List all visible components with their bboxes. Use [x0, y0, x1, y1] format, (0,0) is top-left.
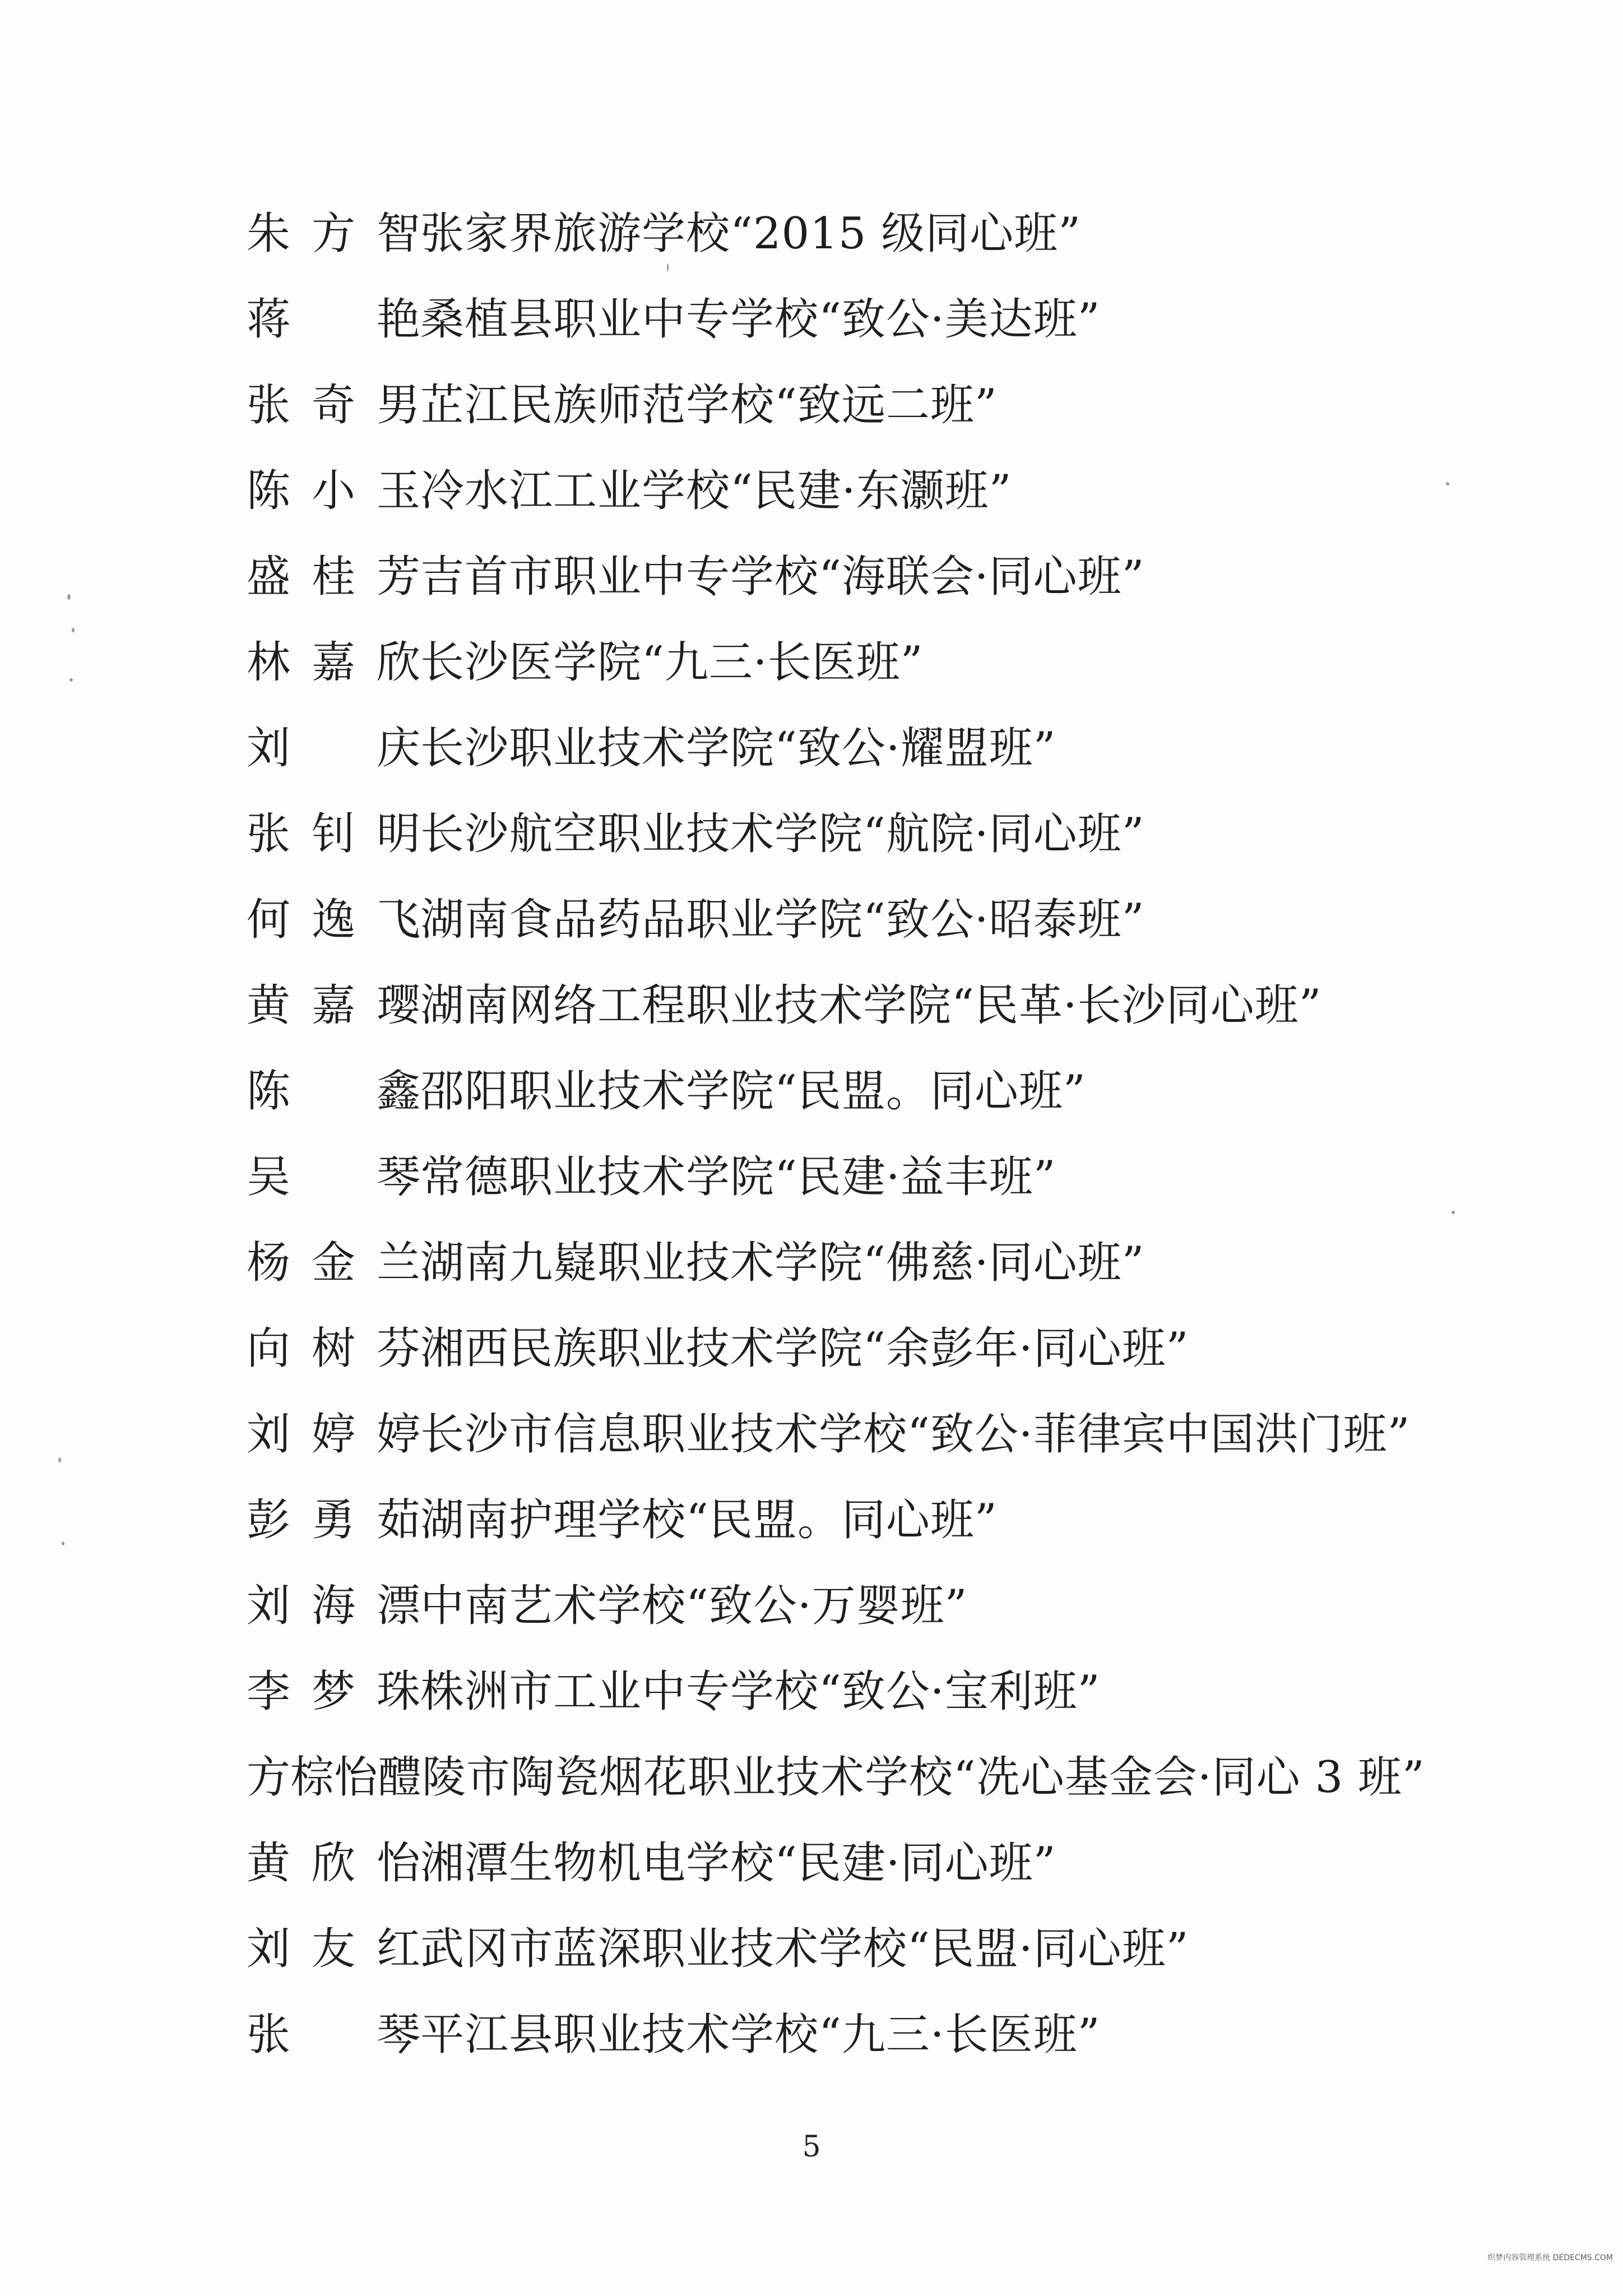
school-class: 湘潭生物机电学校“民建·同心班” [420, 1837, 1056, 1888]
school-class: 邵阳职业技术学院“民盟。同心班” [420, 1066, 1086, 1117]
school-class: 桑植县职业中专学校“致公·美达班” [420, 294, 1101, 345]
scan-speck [69, 678, 73, 682]
student-name: 张钊明 [247, 808, 420, 859]
student-name: 向树芬 [247, 1323, 420, 1374]
school-class: 湖南食品药品职业学院“致公·昭泰班” [420, 894, 1145, 945]
list-item [247, 1134, 1423, 1220]
list-item [247, 1391, 1423, 1477]
student-name: 林嘉欣 [247, 637, 420, 688]
school-class: 张家界旅游学校“2015 级同心班” [420, 208, 1082, 259]
watermark-logo: 织梦内容管理系统 DEDECMS.COM [1487, 2253, 1613, 2262]
list-item [247, 1220, 1423, 1306]
school-class: 武冈市蓝深职业技术学校“民盟·同心班” [420, 1923, 1189, 1974]
school-class: 湖南护理学校“民盟。同心班” [420, 1494, 998, 1545]
student-name: 刘婷婷 [247, 1409, 420, 1460]
list-item [247, 1477, 1423, 1563]
school-class: 常德职业技术学院“民建·益丰班” [420, 1151, 1056, 1202]
student-name: 陈鑫 [247, 1066, 420, 1117]
list-item [247, 362, 1423, 448]
student-name: 盛桂芳 [247, 551, 420, 602]
list-item [247, 705, 1423, 791]
student-name: 张奇男 [247, 379, 420, 430]
student-name: 刘友红 [247, 1923, 420, 1974]
student-name: 黄嘉璎 [247, 980, 420, 1031]
student-name: 彭勇茹 [247, 1494, 420, 1545]
list-item [247, 191, 1423, 276]
school-class: 冷水江工业学校“民建·东灏班” [420, 465, 1012, 516]
list-item [247, 962, 1423, 1048]
recipient-list [247, 191, 1423, 2077]
list-item [247, 1820, 1423, 1906]
student-name: 陈小玉 [247, 465, 420, 516]
school-class: 湖南网络工程职业技术学院“民革·长沙同心班” [420, 980, 1322, 1031]
list-item [247, 619, 1423, 705]
scan-speck [72, 628, 75, 632]
school-class: 平江县职业技术学校“九三·长医班” [420, 2009, 1101, 2060]
list-item [247, 534, 1423, 619]
list-item [247, 1306, 1423, 1391]
student-name: 吴琴 [247, 1151, 420, 1202]
school-class: 株洲市工业中专学校“致公·宝利班” [420, 1666, 1101, 1717]
scan-speck [58, 1457, 61, 1462]
school-class: 长沙航空职业技术学院“航院·同心班” [420, 808, 1145, 859]
student-name: 朱方智 [247, 208, 420, 259]
student-name: 黄欣怡 [247, 1837, 420, 1888]
scan-speck [1452, 1211, 1455, 1214]
school-class: 长沙医学院“九三·长医班” [420, 637, 924, 688]
school-class: 长沙职业技术学院“致公·耀盟班” [420, 723, 1056, 774]
student-name: 何逸飞 [247, 894, 420, 945]
student-name: 张琴 [247, 2009, 420, 2060]
student-name: 刘庆 [247, 723, 420, 774]
list-item [247, 1906, 1423, 1992]
school-class: 长沙市信息职业技术学校“致公·菲律宾中国洪门班” [420, 1409, 1411, 1460]
student-name: 李梦珠 [247, 1666, 420, 1717]
scan-speck [67, 594, 71, 600]
school-class: 吉首市职业中专学校“海联会·同心班” [420, 551, 1145, 602]
scan-speck [1446, 482, 1449, 485]
student-name: 杨金兰 [247, 1237, 420, 1288]
scan-speck [62, 1542, 64, 1545]
student-name: 刘海漂 [247, 1580, 420, 1631]
page-number: 5 [802, 2130, 821, 2164]
list-item [247, 791, 1423, 877]
student-name: 蒋艳 [247, 294, 420, 345]
student-name: 方棕怡 [247, 1752, 378, 1803]
list-item [247, 1649, 1423, 1734]
list-item [247, 877, 1423, 962]
school-class: 中南艺术学校“致公·万婴班” [420, 1580, 968, 1631]
list-item [247, 276, 1423, 362]
school-class: 醴陵市陶瓷烟花职业技术学校“冼心基金会·同心 3 班” [378, 1752, 1425, 1803]
list-item [247, 1563, 1423, 1649]
list-item [247, 448, 1423, 534]
school-class: 湖南九嶷职业技术学院“佛慈·同心班” [420, 1237, 1145, 1288]
list-item [247, 1734, 1423, 1820]
school-class: 湘西民族职业技术学院“余彭年·同心班” [420, 1323, 1189, 1374]
list-item [247, 1048, 1423, 1134]
list-item [247, 1992, 1423, 2077]
school-class: 芷江民族师范学校“致远二班” [420, 379, 998, 430]
